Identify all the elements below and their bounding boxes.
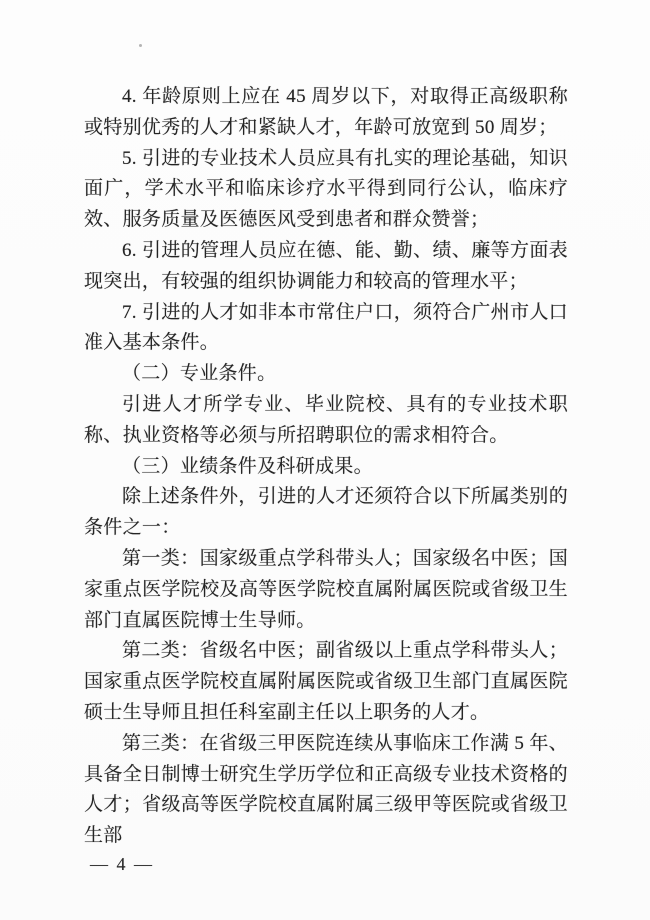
paragraph-item-4-age: 4. 年龄原则上应在 45 周岁以下，对取得正高级职称或特别优秀的人才和紧缺人才，年龄可放宽到 50 周岁； xyxy=(84,86,568,138)
paragraph-category-intro: 除上述条件外，引进的人才还须符合以下所属类别的条件之一： xyxy=(84,486,568,539)
paragraph-item-7-residency: 7. 引进的人才如非本市常住户口，须符合广州市人口准入基本条件。 xyxy=(84,301,568,354)
section-heading-2: （二）专业条件。 xyxy=(122,363,277,385)
paragraph-item-5-professional: 5. 引进的专业技术人员应具有扎实的理论基础，知识面广，学术水平和临床诊疗水平得到同行公认，临床疗效、服务质量及医德医风受到患者和群众赞誉； xyxy=(84,147,568,231)
paragraph-professional-requirements: 引进人才所学专业、毕业院校、具有的专业技术职称、执业资格等必须与所招聘职位的需求相符合。 xyxy=(84,393,568,446)
scan-speck xyxy=(139,44,142,47)
paragraph-category-1: 第一类：国家级重点学科带头人；国家级名中医；国家重点医学院校及高等医学院校直属附属医院或省级卫生部门直属医院博士生导师。 xyxy=(84,547,568,631)
document-body xyxy=(84,82,568,852)
paragraph-item-6-management: 6. 引进的管理人员应在德、能、勤、绩、廉等方面表现突出，有较强的组织协调能力和较高的管理水平； xyxy=(84,239,568,292)
page-number: — 4 — xyxy=(90,854,154,874)
paragraph-category-3: 第三类：在省级三甲医院连续从事临床工作满 5 年、具备全日制博士研究生学历学位和正高级专业技术资格的人才；省级高等医学院校直属附属三级甲等医院或省级卫生部 xyxy=(84,732,568,847)
section-heading-3: （三）业绩条件及科研成果。 xyxy=(122,455,373,477)
paragraph-category-2: 第二类：省级名中医；副省级以上重点学科带头人；国家重点医学院校直属附属医院或省级卫生部门直属医院硕士生导师且担任科室副主任以上职务的人才。 xyxy=(84,640,568,723)
